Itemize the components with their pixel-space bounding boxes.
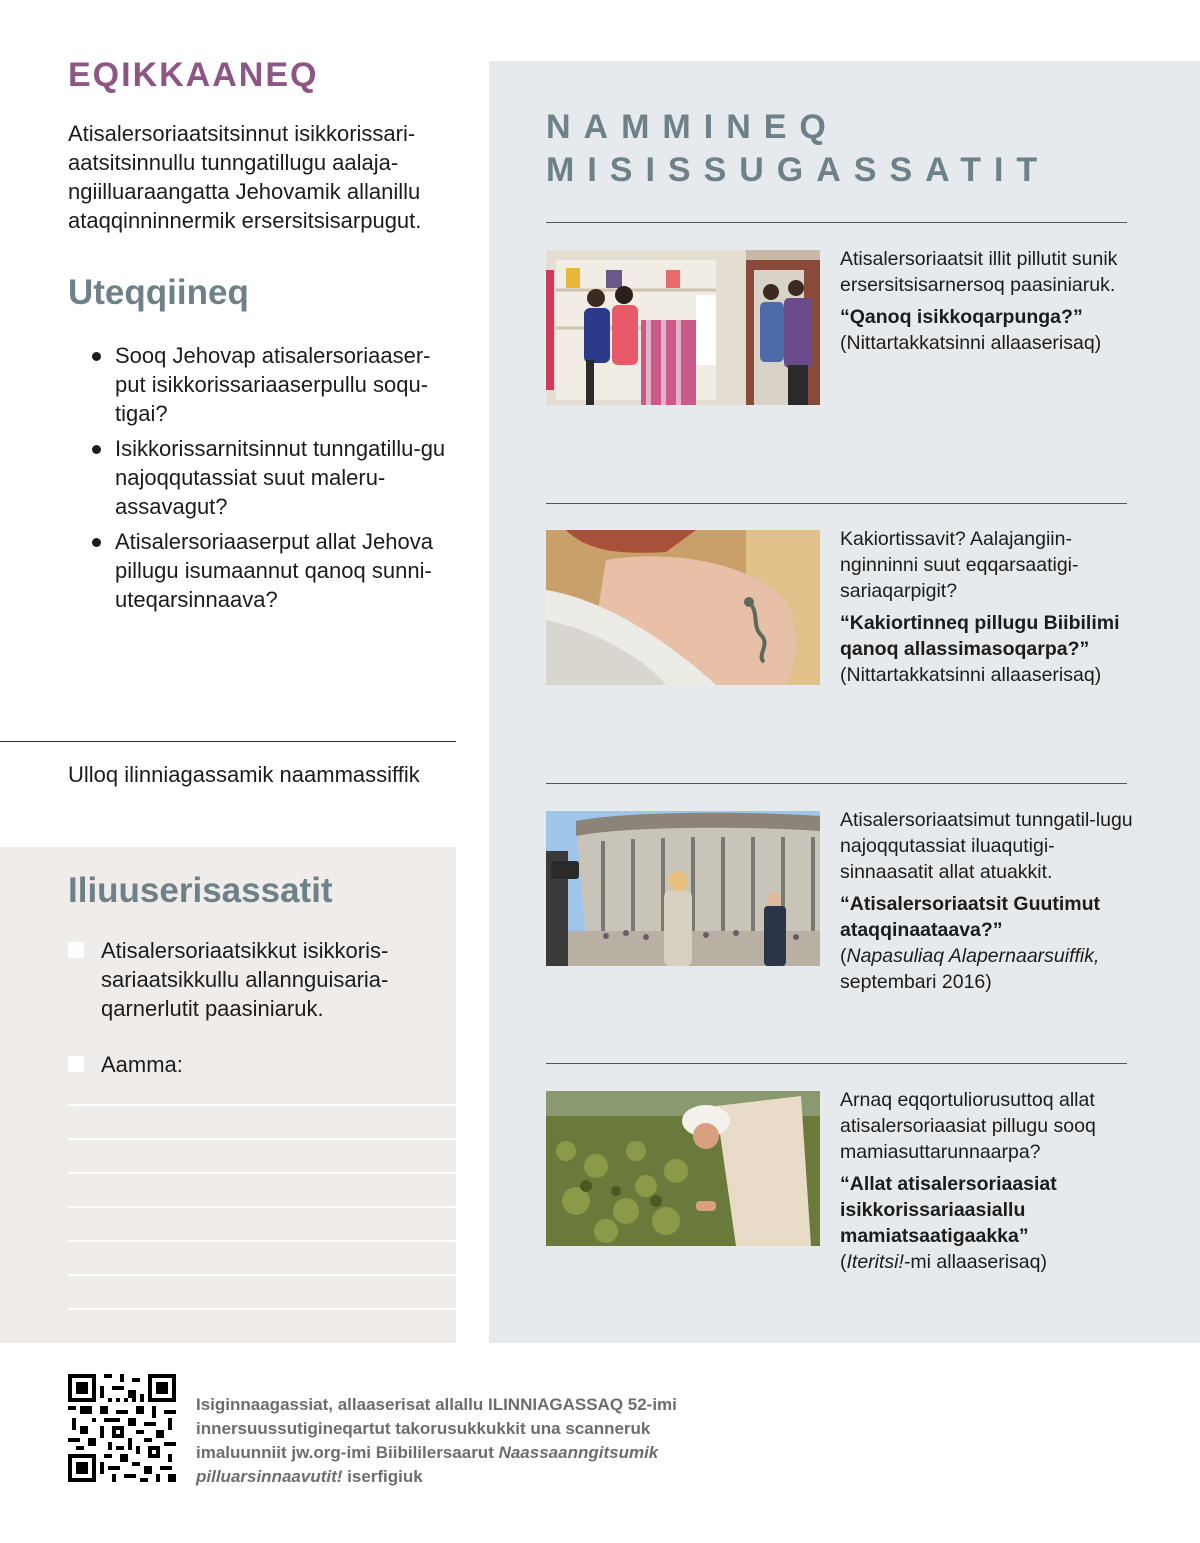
discover-title-line: NAMMINEQ (546, 108, 839, 146)
review-list (92, 341, 457, 620)
footer-note (196, 1393, 716, 1489)
discover-item (840, 246, 1135, 356)
tea-field-worker-illustration (546, 1091, 820, 1246)
item-intro: Atisalersoriaatsit illit pillutit sunik ersersitsisarnersoq paasiniaruk. (840, 248, 1118, 296)
footer-text-end: iserfigiuk (342, 1467, 423, 1486)
goal-text: Aamma: (101, 1052, 183, 1077)
qr-code[interactable] (68, 1374, 176, 1482)
clothing-store-photo (546, 250, 820, 405)
review-question-text: Sooq Jehovap atisalersoriaaser-put isikkorissariaaserpullu soqu-tigai? (115, 343, 431, 426)
item-source (840, 943, 1135, 995)
completion-date-label: Ulloq ilinniagassamik naammassiffik (68, 762, 420, 787)
item-divider (546, 1063, 1127, 1064)
footer-publication: Naassaanngitsumik pilluarsinnaavutit! (196, 1443, 659, 1486)
item-intro: Atisalersoriaatsimut tunngatil-lugu najoqqutassiat iluaqutigi-sinnaasatit allat atuakkit. (840, 809, 1133, 883)
review-question (92, 527, 457, 614)
item-source: (Nittartakkatsinni allaaserisaq) (840, 332, 1102, 354)
item-divider (546, 222, 1127, 223)
goals-panel (0, 847, 456, 1343)
goals-title: Iliuuserisassatit (68, 871, 333, 910)
footer-text: Isiginnaagassiat, allaaserisat allallu ILINNIAGASSAQ 52-imi innersuussutigineqartut takorusukkukkit una scanneruk imaluunniit jw.org-imi Biibililersaarut (196, 1395, 677, 1462)
writing-line[interactable] (68, 1240, 456, 1242)
item-source-open: ( (840, 945, 847, 967)
item-source-open: ( (840, 1251, 847, 1273)
review-title: Uteqqiineq (68, 273, 249, 312)
shoulder-tattoo-photo (546, 530, 820, 685)
stadium-interview-illustration (546, 811, 820, 966)
discover-item (840, 1087, 1135, 1275)
review-question-text: Isikkorissarnitsinnut tunngatillu-gu najoqqutassiat suut maleru-assavagut? (115, 436, 446, 519)
writing-line[interactable] (68, 1206, 456, 1208)
review-question (92, 341, 457, 428)
article-title-link[interactable]: “Qanoq isikkoqarpunga?” (840, 306, 1083, 328)
discover-title-line: MISISSUGASSATIT (546, 151, 1051, 189)
item-source-rest: septembari 2016) (840, 971, 992, 993)
discover-item (840, 807, 1135, 995)
writing-line[interactable] (68, 1172, 456, 1174)
article-title-link[interactable]: “Kakiortinneq pillugu Biibilimi qanoq allassimasoqarpa?” (840, 612, 1120, 660)
bullet-icon (92, 445, 101, 454)
checkbox[interactable] (68, 1056, 84, 1072)
summary-text: Atisalersoriaatsitsinnut isikkorissari-aatsitsinnullu tunngatillugu aalaja-ngiilluaraangatta Jehovamik allanillu ataqqinninnermik ersersitsisarpugut. (68, 121, 422, 233)
bullet-icon (92, 538, 101, 547)
section-divider (0, 741, 456, 742)
review-question (92, 434, 457, 521)
tea-field-worker-photo (546, 1091, 820, 1246)
item-divider (546, 783, 1127, 784)
writing-line[interactable] (68, 1274, 456, 1276)
summary-title: EQIKKAANEQ (68, 56, 319, 94)
writing-line[interactable] (68, 1104, 456, 1106)
review-question-text: Atisalersoriaaserput allat Jehova pillugu isumaannut qanoq sunni-uteqarsinnaava? (115, 529, 433, 612)
writing-line[interactable] (68, 1138, 456, 1140)
article-title-link[interactable]: “Allat atisalersoriaasiat isikkorissariaasiallu mamiatsaatigaakka” (840, 1173, 1057, 1247)
article-title-link[interactable]: “Atisalersoriaatsit Guutimut ataqqinaataava?” (840, 893, 1101, 941)
item-intro: Kakiortissavit? Aalajangiin-nginninni suut eqqarsaatigi-sariaqarpigit? (840, 528, 1079, 602)
item-source-publication: Iteritsi! (846, 1251, 904, 1273)
clothing-store-illustration (546, 250, 820, 405)
shoulder-tattoo-illustration (546, 530, 820, 685)
discover-title (546, 106, 1050, 192)
item-intro: Arnaq eqqortuliorusuttoq allat atisalersoriaasiat pillugu sooq mamiasuttarunnaarpa? (840, 1089, 1096, 1163)
discover-item (840, 526, 1135, 688)
item-source (840, 1249, 1135, 1275)
item-source: (Nittartakkatsinni allaaserisaq) (840, 664, 1102, 686)
item-source-rest: -mi allaaserisaq) (903, 1251, 1047, 1273)
goal-text: Atisalersoriaatsikkut isikkoris-sariaatsikkullu allannguisaria-qarnerlutit paasiniaruk. (101, 938, 389, 1021)
goal-item (68, 936, 438, 1023)
goal-item (68, 1050, 438, 1079)
item-source-publication: Napasuliaq Alapernaarsuiffik, (846, 945, 1100, 967)
item-divider (546, 503, 1127, 504)
stadium-interview-photo (546, 811, 820, 966)
bullet-icon (92, 352, 101, 361)
checkbox[interactable] (68, 942, 84, 958)
writing-line[interactable] (68, 1308, 456, 1310)
